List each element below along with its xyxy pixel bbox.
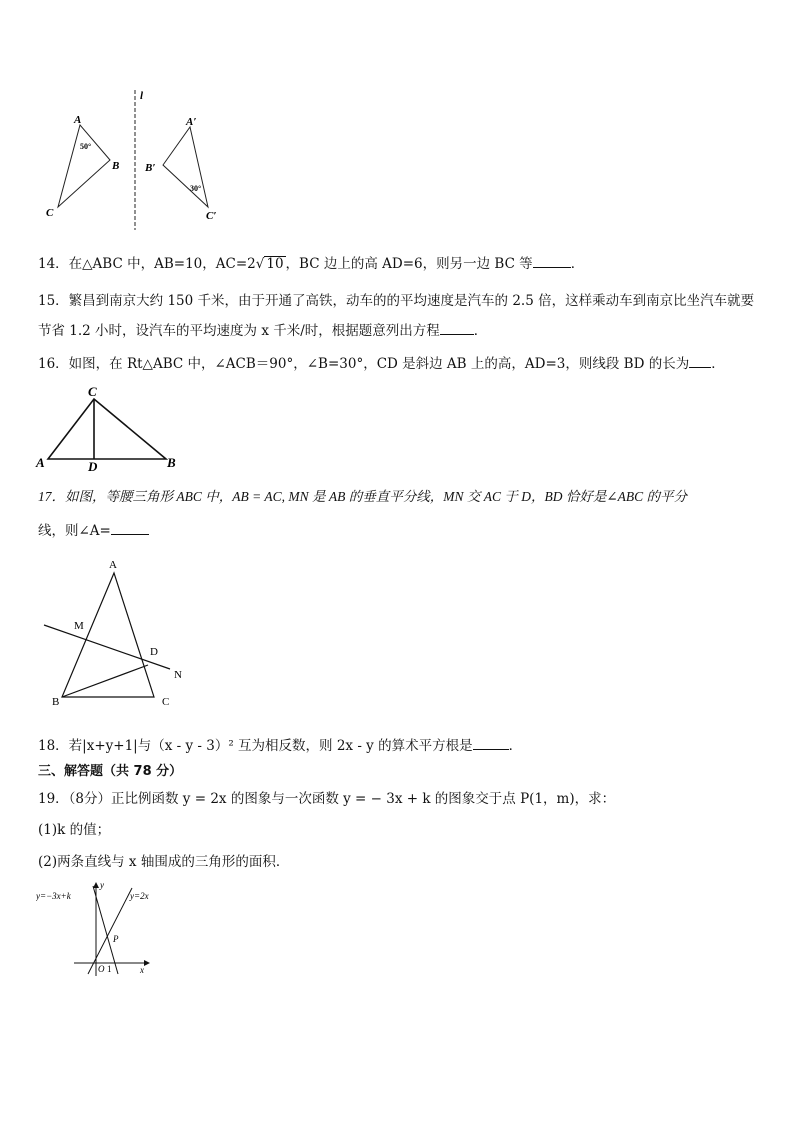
question-16: [38, 354, 725, 374]
label-C: C: [46, 207, 54, 219]
label-A: A: [109, 559, 117, 571]
triangle-abc-prime: [163, 127, 208, 207]
answer-blank-17[interactable]: [111, 521, 149, 535]
line-bd: [62, 665, 148, 697]
line-y-neg3x-k: [93, 886, 118, 974]
q15-text: 节省 1.2 小时，设汽车的平均速度为 x 千米/时，根据题意列出方程: [38, 323, 440, 339]
q14-prefix: 14．在△ABC 中，AB=10，AC=2: [38, 256, 256, 272]
q14-end: ．: [570, 256, 585, 272]
q14-suffix: ，BC 边上的高 AD=6，则另一边 BC 等: [285, 256, 533, 272]
label-D: D: [88, 459, 98, 473]
triangle-acb: [48, 399, 166, 459]
section-title: 三、解答题（共 78 分）: [38, 764, 183, 779]
line-y-2x: [88, 888, 132, 974]
angle-30: 30°: [190, 184, 202, 193]
label-line1: y=−3x+k: [36, 891, 71, 901]
answer-blank-16[interactable]: [689, 354, 711, 368]
triangle-abc: [58, 125, 110, 207]
q15-end: ．: [473, 323, 488, 339]
angle-50: 50°: [80, 142, 92, 151]
label-l: l: [140, 90, 144, 102]
q18-end: ．: [508, 738, 523, 754]
label-C-prime: C′: [206, 210, 217, 222]
question-15-line1: 15．繁昌到南京大约 150 千米，由于开通了高铁，动车的的平均速度是汽车的 2.5 倍，这样乘动车到南京比坐汽车就要: [38, 293, 755, 309]
label-one: 1: [107, 964, 112, 974]
figure-function-graph: [36, 878, 166, 978]
answer-blank-14[interactable]: [533, 254, 571, 268]
question-14: [38, 254, 584, 274]
q16-text: 16．如图，在 Rt△ABC 中，∠ACB＝90°，∠B=30°，CD 是斜边 AB 上的高，AD=3，则线段 BD 的长为: [38, 356, 690, 372]
question-17-line1: 17．如图，等腰三角形 ABC 中，AB = AC, MN 是 AB 的垂直平分线，MN 交 AC 于 D，BD 恰好是∠ABC 的平分: [38, 489, 688, 504]
answer-blank-15[interactable]: [440, 321, 474, 335]
figure-isosceles: [38, 555, 198, 715]
label-C: C: [162, 696, 170, 708]
label-N: N: [174, 669, 182, 681]
sqrt-10: √ 10: [255, 256, 284, 272]
label-B-prime: B′: [145, 162, 156, 174]
label-O: O: [98, 964, 105, 974]
label-C: C: [88, 384, 97, 399]
question-19-sub1: (1)k 的值；: [38, 822, 111, 838]
question-18: [38, 736, 522, 756]
q18-text: 18．若|x+y+1|与（x - y - 3）² 互为相反数，则 2x - y 的算术平方根是: [38, 738, 473, 754]
answer-blank-18[interactable]: [473, 736, 509, 750]
figure-reflection: [40, 85, 240, 235]
label-B: B: [52, 696, 60, 708]
label-A: A: [74, 114, 82, 126]
question-17-line2: [38, 521, 149, 541]
label-y-axis: y: [100, 880, 104, 890]
q16-end: ．: [711, 356, 725, 372]
label-A: A: [36, 455, 45, 470]
label-line2: y=2x: [130, 891, 149, 901]
label-P: P: [113, 934, 119, 944]
q17-text: 线，则∠A=: [38, 523, 111, 539]
figure-right-triangle: [34, 383, 184, 473]
label-A-prime: A′: [186, 116, 197, 128]
label-x-axis: x: [140, 965, 144, 975]
question-15-line2: [38, 321, 487, 341]
x-axis-arrow: [144, 960, 150, 966]
label-B: B: [167, 455, 176, 470]
sqrt-arg: 10: [266, 256, 284, 272]
y-axis-arrow: [93, 882, 99, 888]
label-M: M: [74, 620, 84, 632]
triangle-abc: [62, 573, 154, 697]
question-19-line1: 19．（8分）正比例函数 y = 2x 的图象与一次函数 y = − 3x + k 的图象交于点 P(1，m)，求：: [38, 791, 616, 807]
label-D: D: [150, 646, 158, 658]
label-B: B: [112, 160, 120, 172]
question-19-sub2: (2)两条直线与 x 轴围成的三角形的面积．: [38, 854, 290, 870]
